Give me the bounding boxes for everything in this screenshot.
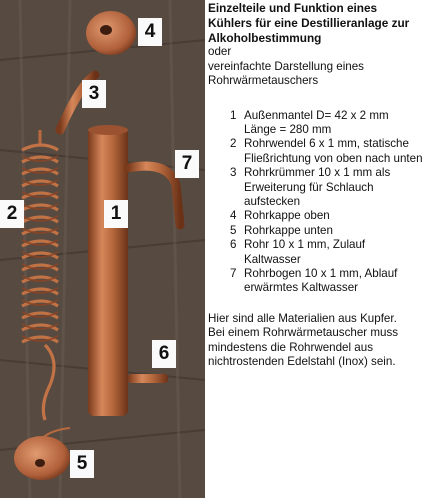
list-item — [230, 224, 423, 238]
footer-material: Hier sind alle Materialien aus Kupfer. — [208, 311, 397, 325]
subtitle: vereinfachte Darstellung eines Rohrwärmetauschers — [208, 59, 364, 88]
label-1: 1 — [104, 200, 128, 228]
item-number: 2 — [230, 137, 237, 151]
label-7: 7 — [175, 150, 199, 178]
heading: Einzelteile und Funktion eines Kühlers für eine Destillieranlage zur Alkoholbestimmung — [208, 1, 410, 45]
parts-list — [230, 109, 423, 296]
label-6: 6 — [152, 340, 176, 368]
parts-photo — [0, 0, 205, 498]
description-panel — [208, 0, 423, 498]
footer — [208, 312, 423, 370]
item-text: Rohr 10 x 1 mm, Zulauf Kaltwasser — [244, 238, 366, 266]
item-text: Rohrbogen 10 x 1 mm, Ablauf erwärmtes Kaltwasser — [244, 267, 398, 295]
item-text: Rohrwendel 6 x 1 mm, statische Fließrichtung von oben nach unten — [244, 137, 423, 165]
item-number: 1 — [230, 108, 237, 122]
list-item — [230, 137, 423, 166]
item-text: Rohrkappe oben — [244, 209, 330, 223]
item-number: 7 — [230, 267, 237, 281]
or-text: oder — [208, 45, 232, 59]
item-number: 5 — [230, 223, 237, 237]
list-item — [230, 209, 423, 223]
item-text: Rohrkappe unten — [244, 223, 333, 237]
item-number: 6 — [230, 238, 237, 252]
list-item — [230, 166, 423, 209]
footer-note: Bei einem Rohrwärmetauscher muss mindestens die Rohrwendel aus nichtrostenden Edelstahl (Inox) sein. — [208, 326, 399, 369]
item-number: 3 — [230, 166, 237, 180]
label-2: 2 — [0, 200, 24, 228]
label-4: 4 — [138, 18, 162, 46]
item-number: 4 — [230, 209, 237, 223]
label-3: 3 — [82, 80, 106, 108]
list-item — [230, 238, 423, 267]
list-item — [230, 267, 423, 296]
item-text: Außenmantel D= 42 x 2 mm Länge = 280 mm — [244, 108, 389, 137]
item-text: Rohrkrümmer 10 x 1 mm als Erweiterung für Schlauch aufstecken — [244, 166, 391, 209]
list-item — [230, 109, 423, 138]
label-5: 5 — [70, 450, 94, 478]
